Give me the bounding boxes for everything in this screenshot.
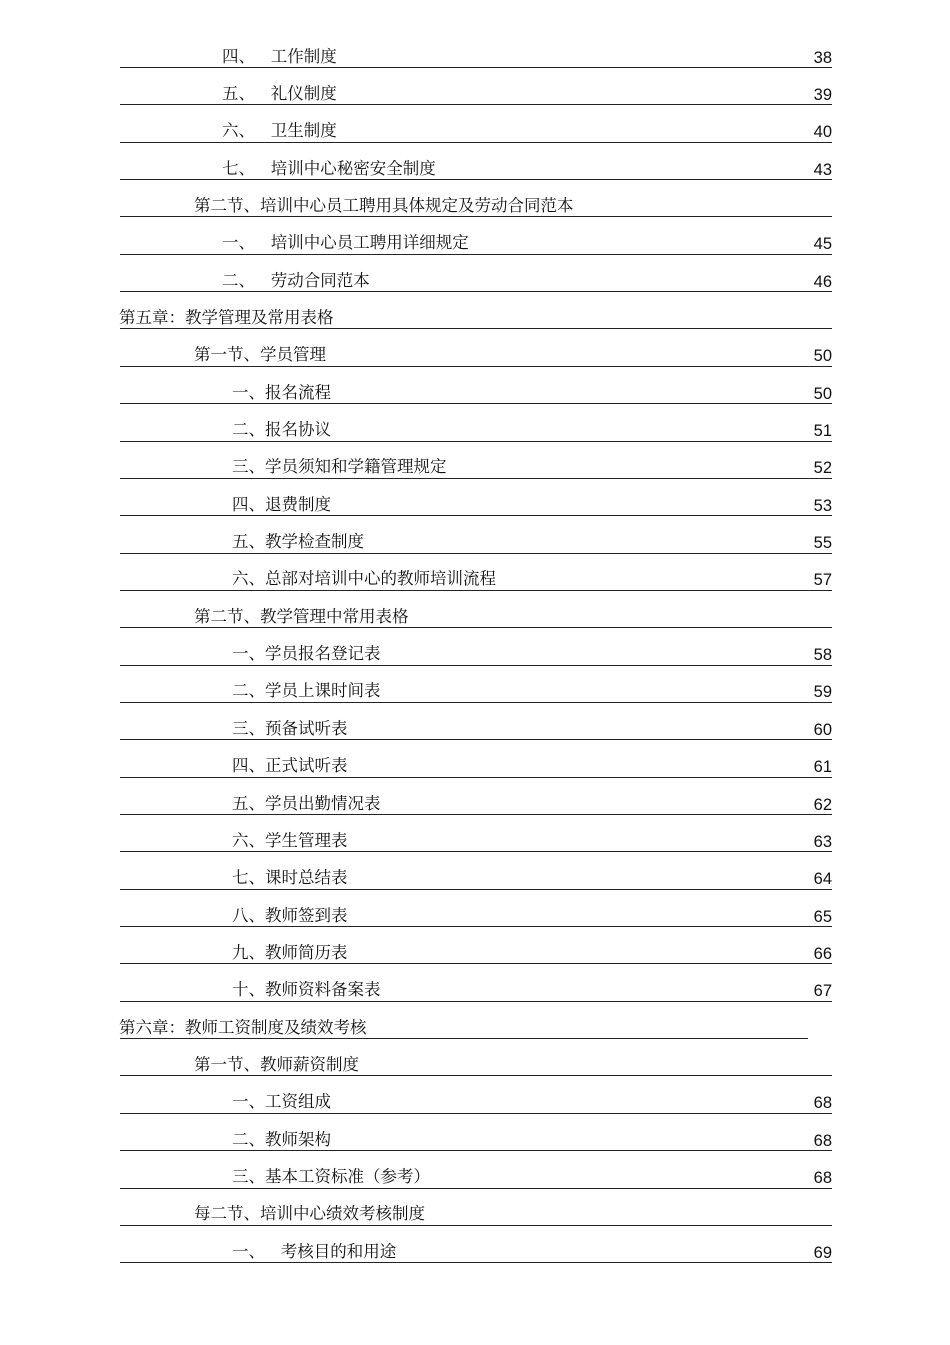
toc-entry-label: 四、正式试听表 [232,756,348,776]
toc-entry-label: 二、学员上课时间表 [232,681,381,701]
toc-entry-label: 第五章：教学管理及常用表格 [119,307,334,327]
toc-underline [120,851,832,852]
toc-entry-label: 每二节、培训中心绩效考核制度 [194,1204,425,1224]
toc-entry [0,862,950,899]
toc-entry-label: 二、报名协议 [232,420,331,439]
toc-entry-label: 第二节、培训中心员工聘用具体规定及劳动合同范本 [194,195,574,215]
toc-underline [120,777,832,778]
toc-entry-page-number: 61 [813,758,832,777]
toc-entry [0,152,950,189]
toc-underline [120,366,832,367]
toc-entry-page-number: 53 [813,496,832,515]
toc-entry-page-number: 46 [813,272,832,291]
toc-entry [0,264,950,301]
toc-underline [120,1225,832,1226]
toc-entry-page-number: 50 [813,384,832,403]
toc-entry [0,899,950,936]
toc-underline [120,142,832,143]
toc-entry-page-number: 38 [813,48,832,67]
toc-entry [0,787,950,824]
toc-underline [120,291,832,292]
toc-entry [0,1048,950,1085]
toc-entry [0,1086,950,1123]
toc-entry-page-number: 59 [813,683,832,702]
toc-entry [0,376,950,413]
toc-underline [120,553,832,554]
toc-underline [120,665,832,666]
toc-underline [120,1113,832,1114]
toc-underline [120,1150,832,1151]
toc-entry-label: 六、 卫生制度 [222,121,337,141]
toc-underline [120,1001,832,1002]
toc-entry-page-number: 57 [813,571,832,590]
toc-underline [120,926,832,927]
toc-underline [120,216,832,217]
toc-entry [0,227,950,264]
toc-entry [0,414,950,451]
toc-underline [120,403,832,404]
toc-entry-page-number: 43 [813,160,832,179]
toc-entry [0,189,950,226]
toc-entry-label: 一、学员报名登记表 [232,644,381,664]
toc-entry [0,675,950,712]
toc-underline [120,814,832,815]
toc-entry-page-number: 64 [813,870,832,889]
toc-entry [0,974,950,1011]
toc-entry-page-number: 45 [813,235,832,254]
toc-entry-label: 第二节、教学管理中常用表格 [194,606,409,626]
toc-entry [0,824,950,861]
toc-entry-page-number: 69 [813,1243,832,1262]
toc-underline [120,328,832,329]
toc-entry-page-number: 68 [813,1131,832,1150]
toc-entry-label: 七、课时总结表 [232,868,348,888]
toc-entry [0,712,950,749]
toc-entry [0,1235,950,1272]
toc-entry-page-number: 68 [813,1094,832,1113]
toc-entry [0,1123,950,1160]
toc-entry-label: 八、教师签到表 [232,905,348,925]
toc-entry [0,936,950,973]
toc-entry-label: 四、退费制度 [232,494,331,514]
toc-entry [0,339,950,376]
toc-entry-label: 一、报名流程 [232,382,331,402]
toc-underline [120,590,832,591]
toc-entry-label: 五、 礼仪制度 [222,83,337,103]
toc-entry-page-number: 68 [813,1169,832,1187]
toc-entry-label: 三、学员须知和学籍管理规定 [232,457,447,477]
toc-entry-page-number: 51 [813,422,832,440]
toc-entry [0,526,950,563]
toc-underline [120,1188,832,1189]
toc-underline [120,515,832,516]
toc-entry-label: 三、预备试听表 [232,718,348,738]
toc-entry [0,750,950,787]
toc-underline [120,254,832,255]
toc-entry-label: 一、 培训中心员工聘用详细规定 [222,233,469,253]
toc-entry [0,563,950,600]
toc-entry-page-number: 52 [813,459,832,478]
toc-entry [0,1161,950,1198]
toc-entry-label: 四、 工作制度 [222,46,337,66]
toc-underline [120,963,832,964]
toc-entry-label: 三、基本工资标准（参考） [232,1167,430,1186]
toc-underline [120,627,832,628]
toc-underline [120,441,832,442]
toc-entry-label: 六、总部对培训中心的教师培训流程 [232,569,496,589]
toc-entry-page-number: 62 [813,795,832,814]
toc-underline [120,104,832,105]
toc-entry-label: 第一节、学员管理 [194,345,326,365]
toc-underline [120,1038,808,1039]
toc-underline [120,739,832,740]
toc-entry [0,600,950,637]
toc-underline [120,179,832,180]
toc-entry [0,115,950,152]
toc-entry-page-number: 58 [813,646,832,665]
toc-underline [120,1075,832,1076]
toc-entry [0,301,950,338]
toc-underline [120,1262,832,1263]
toc-entry-label: 二、 劳动合同范本 [222,270,370,290]
toc-entry-label: 九、教师简历表 [232,942,348,962]
toc-entry-page-number: 66 [813,944,832,963]
toc-underline [120,702,832,703]
toc-entry [0,1198,950,1235]
toc-underline [120,889,832,890]
toc-entry-label: 五、学员出勤情况表 [232,793,381,813]
toc-entry-page-number: 65 [813,907,832,926]
toc-entry [0,451,950,488]
toc-entry-page-number: 63 [813,832,832,851]
toc-entry-page-number: 39 [813,85,832,104]
toc-entry-label: 一、 考核目的和用途 [232,1241,397,1261]
toc-entry-label: 六、学生管理表 [232,830,348,850]
toc-entry [0,40,950,77]
toc-underline [120,478,832,479]
toc-entry [0,488,950,525]
toc-entry-page-number: 55 [813,534,832,553]
toc-entry-label: 五、教学检查制度 [232,532,364,552]
toc-entry-page-number: 67 [813,982,832,1001]
toc-entry-label: 二、教师架构 [232,1129,331,1149]
toc-entry-label: 第六章：教师工资制度及绩效考核 [119,1017,367,1037]
toc-entry [0,1011,950,1048]
toc-entry-label: 七、 培训中心秘密安全制度 [222,158,436,178]
toc-entry-page-number: 60 [813,720,832,739]
toc-underline [120,67,832,68]
toc-entry-label: 一、工资组成 [232,1092,331,1112]
toc-entry-page-number: 40 [813,123,832,142]
toc-entry [0,638,950,675]
toc-entry-page-number: 50 [813,347,832,366]
toc-entry-label: 十、教师资料备案表 [232,980,381,1000]
toc-entry-label: 第一节、教师薪资制度 [194,1054,359,1074]
toc-entry [0,77,950,114]
